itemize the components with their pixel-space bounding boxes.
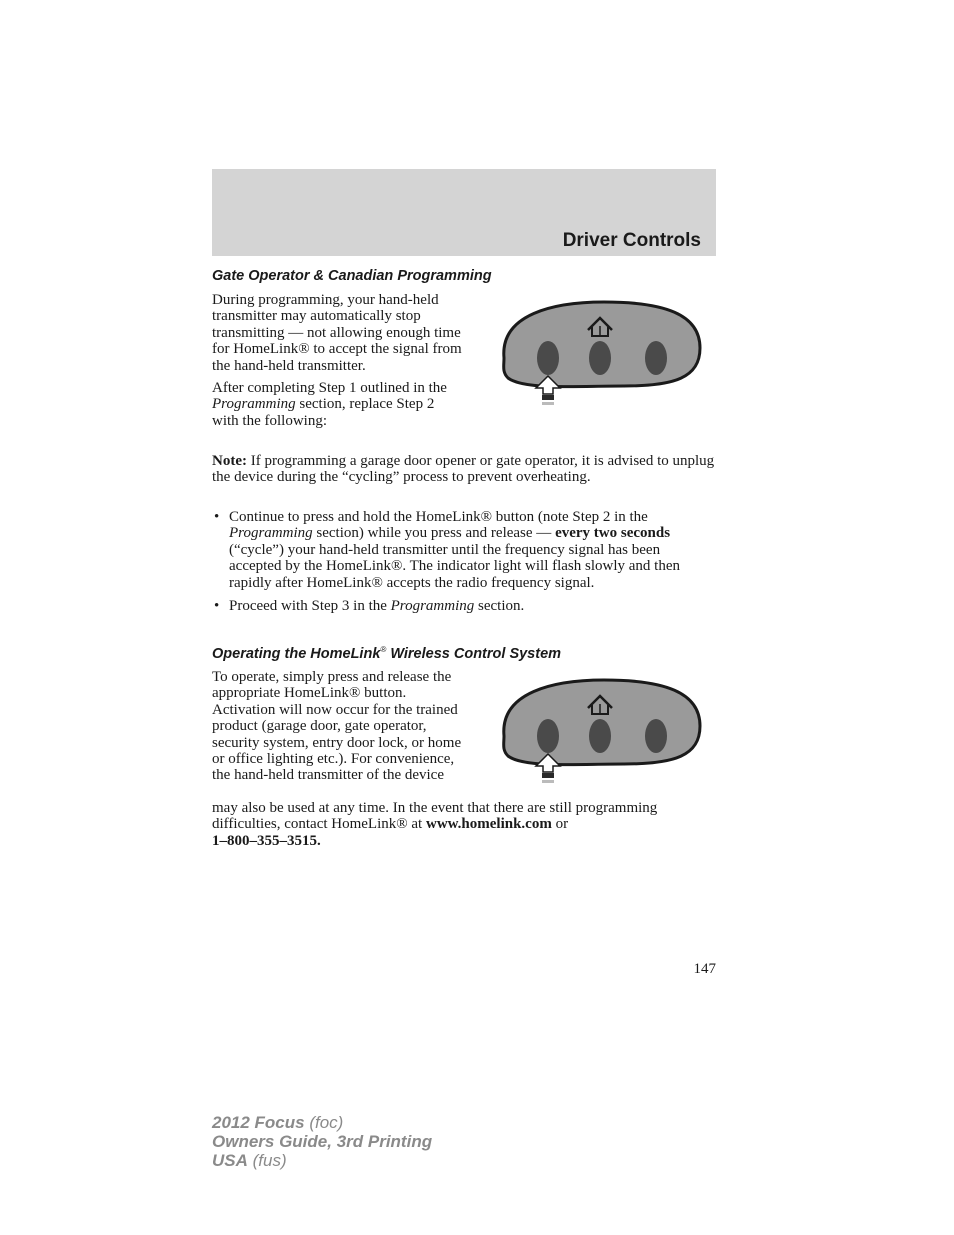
homelink-button-2 xyxy=(589,719,611,753)
footer-line-1: 2012 Focus (foc) xyxy=(212,1113,344,1132)
section2-para-wrap: To operate, simply press and release the appropriate HomeLink® button. Activation will now occur for the trained product (garage door, gate operator, security system, entry door lock, or home or office lighting etc.). For convenience, the hand-held transmitter of the device xyxy=(212,669,462,784)
footer-line-3: USA (fus) xyxy=(212,1151,287,1170)
section-title: Driver Controls xyxy=(562,230,701,251)
operating-homelink-heading: Operating the HomeLink® Wireless Control System xyxy=(212,645,562,662)
document-footer xyxy=(212,1113,432,1170)
homelink-button-3 xyxy=(645,719,667,753)
gate-operator-heading: Gate Operator & Canadian Programming xyxy=(212,268,492,284)
section1-intro xyxy=(212,292,462,429)
homelink-phone: 1–800–355–3515. xyxy=(212,832,321,849)
homelink-remote-illustration-bottom xyxy=(494,674,704,786)
section1-para1: During programming, your hand-held transmitter may automatically stop transmitting — not allowing enough time for HomeLink® to accept the signal from the hand-held transmitter. xyxy=(212,292,462,374)
list-item: • Proceed with Step 3 in the Programming section. xyxy=(212,598,716,614)
homelink-button-1 xyxy=(537,719,559,753)
section2-para-full: may also be used at any time. In the event that there are still programming difficulties, contact HomeLink® at www.homelink.com or 1–800–355–3515. xyxy=(212,800,658,849)
header-band xyxy=(212,169,716,256)
homelink-button-1 xyxy=(537,341,559,375)
homelink-url: www.homelink.com xyxy=(425,816,552,833)
homelink-remote-illustration-top xyxy=(494,296,704,408)
homelink-button-3 xyxy=(645,341,667,375)
page-number: 147 xyxy=(693,961,716,977)
footer-line-2: Owners Guide, 3rd Printing xyxy=(212,1132,433,1151)
programming-steps-list xyxy=(212,509,716,614)
section1-para2: After completing Step 1 outlined in the Programming section, replace Step 2 with the following: xyxy=(212,380,447,429)
homelink-button-2 xyxy=(589,341,611,375)
list-item: • Continue to press and hold the HomeLink® button (note Step 2 in the Programming section) while you press and release — every two seconds (“cycle”) your hand-held transmitter until the frequency signal has been accepted by the HomeLink®. The indicator light will flash slowly and then rapidly after HomeLink® accepts the radio frequency signal. xyxy=(212,509,716,591)
note-paragraph: Note: If programming a garage door opener or gate operator, it is advised to unplug the device during the “cycling” process to prevent overheating. xyxy=(212,453,715,486)
